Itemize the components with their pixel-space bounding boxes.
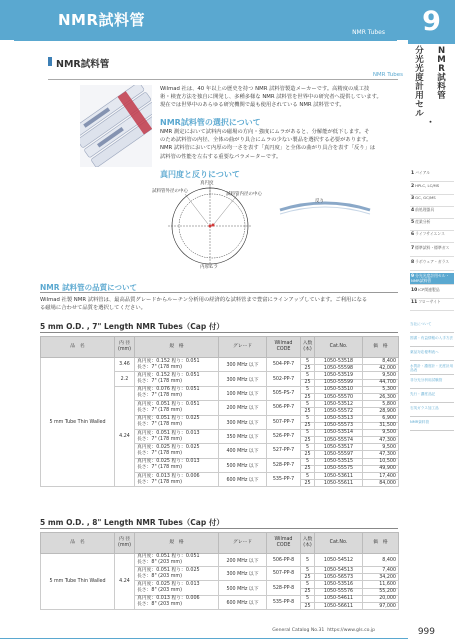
column-header: 規 格 — [135, 533, 219, 554]
nav-divider — [410, 310, 454, 311]
spec-description — [135, 386, 219, 400]
related-link[interactable]: 石英ガラス加工品 — [410, 406, 439, 410]
wilmad-code: 535-PP-7 — [267, 473, 301, 487]
label-outer-center: 試料管外径の中心 — [152, 189, 188, 194]
label-warp: 反り — [315, 199, 324, 204]
category-char: 計 — [415, 82, 424, 92]
nav-item-1[interactable] — [410, 170, 454, 177]
category-column-3 — [436, 47, 447, 101]
column-header: 価 格 — [363, 337, 399, 358]
price: 47,300 — [363, 451, 399, 458]
category-char: 管 — [437, 91, 446, 101]
nav-divider — [410, 256, 454, 257]
catalog-number: 1050-55574 — [315, 437, 363, 444]
price: 44,700 — [363, 379, 399, 386]
price: 47,300 — [363, 437, 399, 444]
spec-line: 真円度：0.025 程り：0.013 — [137, 459, 200, 465]
spec-line: 長さ：7" (178 mm) — [137, 364, 182, 370]
category-separator: ・ — [426, 118, 435, 128]
product-photo — [80, 85, 152, 167]
catalog-number: 1050-55598 — [315, 365, 363, 372]
catalog-number: 1050-53611 — [315, 473, 363, 480]
spec-description — [135, 415, 219, 429]
table-row — [41, 554, 399, 567]
spec-description — [135, 567, 219, 581]
category-char: 光 — [415, 55, 424, 65]
nav-label: 産業分析 — [415, 219, 431, 224]
nav-label: 分光光度計用セル・NMR試料管 — [411, 273, 450, 284]
quality-divider — [40, 292, 398, 293]
category-char: 料 — [437, 82, 446, 92]
spec-description — [135, 372, 219, 386]
spec-line: 真円度：0.051 程り：0.025 — [137, 567, 200, 573]
nav-item-7[interactable] — [410, 245, 454, 252]
catalog-number: 1050-55573 — [315, 422, 363, 429]
price: 97,000 — [363, 602, 399, 609]
nav-item-4[interactable] — [410, 207, 454, 214]
related-link[interactable]: NMR資料管 — [410, 420, 430, 424]
nav-label: バイアル — [415, 170, 431, 175]
grade: 300 MHz 以下 — [219, 415, 267, 429]
table1-divider — [40, 332, 398, 333]
link-divider — [410, 374, 454, 375]
spec-line: 真円度：0.152 程り：0.051 — [137, 358, 200, 364]
roundness-diagram — [130, 178, 375, 272]
paragraph-line: NMR 測定において試料内の磁場の方向・強度にムラがあると、分解能が低下します。そ — [160, 129, 370, 135]
nav-label: GC, GC/MS — [415, 195, 436, 200]
paragraph-line: のため試料管の内径、全体の曲がり具合にムラの少ない製品を選択する必要があります。 — [160, 137, 372, 144]
grade: 600 MHz 以下 — [219, 595, 267, 609]
nav-label: フローサイト — [418, 299, 441, 304]
nav-number: 10 — [411, 288, 418, 293]
nav-label: 標準試料・標準ガス — [415, 245, 450, 250]
spec-description — [135, 473, 219, 487]
nav-divider — [410, 242, 454, 243]
section-marker — [48, 57, 52, 66]
quantity: 25 — [301, 602, 315, 609]
wilmad-code: 528-PP-7 — [267, 458, 301, 472]
grade: 200 MHz 以下 — [219, 554, 267, 567]
catalog-number: 1050-56573 — [315, 574, 363, 581]
catalog-number: 1050-53515 — [315, 458, 363, 465]
spec-line: 真円度：0.051 程り：0.013 — [137, 430, 200, 436]
spec-description — [135, 554, 219, 567]
catalog-number: 1050-53510 — [315, 386, 363, 393]
table1-header — [41, 337, 399, 358]
catalog-number: 1050-53516 — [315, 581, 363, 588]
spec-line: 長さ：8" (203 mm) — [137, 602, 182, 608]
spec-description — [135, 444, 219, 458]
label-wall-thickness: 内厚ムラ — [200, 265, 218, 270]
catalog-url[interactable]: https://www.gls.co.jp — [327, 628, 375, 633]
wilmad-code: 506-PP-8 — [267, 554, 301, 567]
spec-line: 長さ：7" (178 mm) — [137, 379, 182, 385]
catalog-number: 1050-54512 — [315, 554, 363, 567]
category-column-1 — [414, 47, 425, 119]
paragraph-line: 現在では世界中のあらゆる研究機関で最も使用されている NMR 試料管です。 — [160, 102, 345, 109]
quantity: 25 — [301, 422, 315, 429]
inner-diameter: 4.24 — [115, 554, 135, 610]
catalog-number: 1050-55611 — [315, 480, 363, 487]
price: 9,500 — [363, 429, 399, 436]
price: 84,000 — [363, 480, 399, 487]
quantity: 25 — [301, 574, 315, 581]
spec-line: 長さ：7" (178 mm) — [137, 436, 182, 442]
price: 20,000 — [363, 595, 399, 602]
paragraph-line: 試料管の性能を左右する重要なパラメーターです。 — [160, 153, 282, 160]
category-column-2 — [425, 119, 436, 128]
table1 — [40, 336, 399, 487]
quantity: 5 — [301, 372, 315, 379]
nav-item-6[interactable] — [410, 231, 454, 238]
nav-number: 11 — [411, 300, 418, 305]
nav-number: 1 — [411, 171, 415, 176]
link-divider — [410, 416, 454, 417]
spec-line: 真円度：0.051 程り：0.051 — [137, 554, 200, 559]
catalog-number: 1050-56611 — [315, 602, 363, 609]
grade: 400 MHz 以下 — [219, 444, 267, 458]
nav-divider — [410, 181, 454, 182]
table-row — [41, 358, 399, 365]
price: 10,500 — [363, 458, 399, 465]
price: 5,300 — [363, 386, 399, 393]
nav-item-2[interactable] — [410, 183, 454, 190]
grade: 300 MHz 以下 — [219, 567, 267, 581]
related-link[interactable]: 薬品対応便利表へ — [410, 350, 439, 354]
catalog-name: General Catalog No.31 — [272, 628, 325, 633]
column-header: 規 格 — [135, 337, 219, 358]
grade: 300 MHz 以下 — [219, 358, 267, 372]
nav-divider — [410, 284, 454, 285]
paragraph-line: Wilmad 社製 NMR 試料管は、最高品質グレードからルーチン分析用の経済的な試料管まで豊富にラインアップしています。ご利用になる — [40, 297, 368, 303]
spec-line: 長さ：7" (178 mm) — [137, 465, 182, 471]
quality-heading: NMR 試料管の品質について — [40, 283, 137, 292]
category-char: R — [438, 64, 445, 74]
category-char: 度 — [415, 73, 424, 83]
catalog-number: 1050-55575 — [315, 465, 363, 472]
nav-number: 3 — [411, 196, 415, 201]
catalog-number: 1050-54513 — [315, 567, 363, 574]
wilmad-code: 528-PP-8 — [267, 581, 301, 595]
column-header: Cat.No. — [315, 337, 363, 358]
category-char: 試 — [437, 73, 446, 83]
label-roundness: 真円度 — [200, 181, 214, 186]
wilmad-code: 507-PP-8 — [267, 567, 301, 581]
link-divider — [410, 388, 454, 389]
paragraph-line: 術・検査方法を独自に開発し、多種多様な NMR 試料管を世界中の研究者へ提供しています。 — [160, 94, 382, 101]
wilmad-code: 506-PP-7 — [267, 401, 301, 415]
grade: 500 MHz 以下 — [219, 458, 267, 472]
inner-diameter: 4.24 — [115, 386, 135, 487]
nav-number: 7 — [411, 246, 415, 251]
quantity: 5 — [301, 581, 315, 588]
quantity: 5 — [301, 554, 315, 567]
category-char: 分 — [415, 46, 424, 56]
category-char: N — [437, 46, 446, 56]
nav-number: 5 — [411, 220, 415, 225]
link-divider — [410, 430, 454, 431]
price: 26,300 — [363, 393, 399, 400]
product-name: 5 mm Tube Thin Walled — [41, 554, 115, 610]
section-divider — [48, 79, 398, 80]
spec-line: 長さ：8" (203 mm) — [137, 560, 182, 565]
category-char: セ — [415, 100, 424, 110]
spec-line: 長さ：7" (178 mm) — [137, 450, 182, 456]
spec-line: 真円度：0.051 程り：0.051 — [137, 401, 200, 407]
spec-line: 真円度：0.025 程り：0.013 — [137, 582, 200, 588]
column-header: 品 名 — [41, 533, 115, 554]
price: 34,200 — [363, 574, 399, 581]
column-header: Wilmad CODE — [267, 533, 301, 554]
grade: 350 MHz 以下 — [219, 429, 267, 443]
catalog-number: 1050-54611 — [315, 595, 363, 602]
table2-header — [41, 533, 399, 554]
section-title: NMR試料管 — [56, 59, 110, 70]
table2-divider — [40, 528, 398, 529]
spec-line: 真円度：0.051 程り：0.025 — [137, 416, 200, 422]
column-header: Wilmad CODE — [267, 337, 301, 358]
column-header: 内 径 (mm) — [115, 337, 135, 358]
price: 42,000 — [363, 365, 399, 372]
related-link[interactable]: 先行・濃度品記 — [410, 392, 436, 396]
related-link[interactable]: 水質計・濃度計・光度計用品表 — [410, 364, 454, 372]
roundness-heading: 真円度と反りについて — [160, 170, 240, 179]
link-divider — [410, 332, 454, 333]
quantity: 5 — [301, 386, 315, 393]
catalog-number: 1050-55599 — [315, 379, 363, 386]
price: 49,900 — [363, 465, 399, 472]
paragraph-line: NMR 試料管において内厚の均一さを表す「真円度」と全体の曲がり具合を表す「反り」は — [160, 145, 376, 152]
chapter-number: 9 — [408, 0, 455, 44]
footer-catalog — [272, 628, 375, 633]
spec-line: 真円度：0.013 程り：0.006 — [137, 473, 200, 479]
quantity: 25 — [301, 437, 315, 444]
catalog-number: 1050-55572 — [315, 408, 363, 415]
related-link[interactable]: 当社について — [410, 322, 432, 326]
quantity: 25 — [301, 379, 315, 386]
spec-line: 長さ：8" (203 mm) — [137, 573, 182, 579]
catalog-number: 1050-55597 — [315, 451, 363, 458]
column-header: グレード — [219, 337, 267, 358]
quantity: 5 — [301, 429, 315, 436]
quantity: 5 — [301, 358, 315, 365]
price: 17,400 — [363, 473, 399, 480]
nav-number: 8 — [411, 260, 415, 265]
wilmad-code: 502-PP-7 — [267, 372, 301, 386]
column-header: 品 名 — [41, 337, 115, 358]
chapter-category — [414, 47, 448, 177]
nav-divider — [410, 270, 454, 271]
choose-heading: NMR試料管の選択について — [160, 118, 261, 127]
related-link[interactable]: 図書・有益情報の入手方法 — [410, 336, 454, 340]
price: 11,600 — [363, 581, 399, 588]
paragraph-line: る磁場に合わせて品質を選択してください。 — [40, 305, 146, 312]
quantity: 5 — [301, 415, 315, 422]
wilmad-code: 526-PP-7 — [267, 429, 301, 443]
catalog-number: 1050-53514 — [315, 429, 363, 436]
quantity: 25 — [301, 393, 315, 400]
spec-line: 真円度：0.013 程り：0.006 — [137, 596, 200, 602]
price: 9,500 — [363, 372, 399, 379]
price: 8,400 — [363, 554, 399, 567]
nav-item-9[interactable] — [410, 273, 454, 284]
column-header: 入数 (本) — [301, 337, 315, 358]
quantity: 5 — [301, 401, 315, 408]
quantity: 25 — [301, 480, 315, 487]
quantity: 25 — [301, 451, 315, 458]
column-header: 内 径 (mm) — [115, 533, 135, 554]
price: 55,200 — [363, 588, 399, 595]
grade: 500 MHz 以下 — [219, 581, 267, 595]
category-char: M — [437, 55, 446, 65]
table2-title: 5 mm O.D. , 8" Length NMR Tubes（Cap 付） — [40, 518, 224, 527]
category-char: 用 — [415, 91, 424, 101]
catalog-number: 1050-55570 — [315, 393, 363, 400]
column-header: グレード — [219, 533, 267, 554]
section-brand: NMR Tubes — [372, 72, 403, 78]
price: 8,400 — [363, 358, 399, 365]
spec-line: 長さ：7" (178 mm) — [137, 422, 182, 428]
spec-line: 長さ：7" (178 mm) — [137, 393, 182, 399]
column-header: 入数 (本) — [301, 533, 315, 554]
nav-number: 9 — [411, 274, 415, 279]
inner-diameter: 3.46 — [115, 358, 135, 372]
spec-line: 真円度：0.025 程り：0.025 — [137, 444, 200, 450]
grade: 300 MHz 以下 — [219, 372, 267, 386]
spec-description — [135, 581, 219, 595]
nav-number: 2 — [411, 184, 415, 189]
price: 5,800 — [363, 401, 399, 408]
quantity: 5 — [301, 444, 315, 451]
wilmad-code: 507-PP-7 — [267, 415, 301, 429]
footer-rule — [0, 638, 408, 639]
price: 31,500 — [363, 422, 399, 429]
catalog-number: 1050-53512 — [315, 401, 363, 408]
spec-line: 長さ：8" (203 mm) — [137, 588, 182, 594]
catalog-number: 1050-55576 — [315, 588, 363, 595]
quantity: 25 — [301, 588, 315, 595]
spec-line: 真円度：0.152 程り：0.051 — [137, 373, 200, 379]
nav-label: 前処理器具 — [415, 207, 435, 212]
spec-description — [135, 429, 219, 443]
category-char: 光 — [415, 64, 424, 74]
header-rule — [14, 40, 397, 41]
wilmad-code: 535-PP-8 — [267, 595, 301, 609]
table2 — [40, 532, 399, 610]
nav-label: ラボウェア・ガラス — [415, 259, 450, 264]
inner-diameter: 2.2 — [115, 372, 135, 386]
related-link[interactable]: 非分光分析用試験管 — [410, 378, 443, 382]
page-number: 999 — [417, 627, 435, 637]
wilmad-code: 504-PP-7 — [267, 358, 301, 372]
quantity: 5 — [301, 567, 315, 574]
quantity: 25 — [301, 465, 315, 472]
wilmad-code: 505-PS-7 — [267, 386, 301, 400]
price: 6,900 — [363, 415, 399, 422]
nav-item-3[interactable] — [410, 195, 454, 202]
nav-label: HPLC, LC/MS — [415, 183, 440, 188]
spec-line: 真円度：0.076 程り：0.051 — [137, 387, 200, 393]
nav-number: 6 — [411, 232, 415, 237]
grade: 100 MHz 以下 — [219, 386, 267, 400]
page-subtitle: NMR Tubes — [352, 29, 385, 36]
nav-item-11[interactable] — [410, 299, 454, 306]
table1-title: 5 mm O.D. , 7" Length NMR Tubes（Cap 付） — [40, 322, 224, 331]
paragraph-line: Wilmad 社は、40 年以上の歴史を持つ NMR 試料管製造メーカーです。高精度の成工技 — [160, 86, 370, 92]
catalog-number: 1050-53517 — [315, 444, 363, 451]
nav-label: ライフサイエンス — [415, 231, 445, 236]
column-header: Cat.No. — [315, 533, 363, 554]
grade: 200 MHz 以下 — [219, 401, 267, 415]
link-divider — [410, 346, 454, 347]
label-inner-center: 試料管内径の中心 — [226, 192, 262, 197]
spec-description — [135, 458, 219, 472]
quantity: 25 — [301, 408, 315, 415]
price: 9,500 — [363, 444, 399, 451]
price: 28,900 — [363, 408, 399, 415]
column-header: 価 格 — [363, 533, 399, 554]
nav-item-8[interactable] — [410, 259, 454, 266]
quantity: 5 — [301, 595, 315, 602]
catalog-number: 1050-53519 — [315, 372, 363, 379]
product-name: 5 mm Tube Thin Walled — [41, 358, 115, 487]
catalog-number: 1050-53518 — [315, 358, 363, 365]
quantity: 5 — [301, 458, 315, 465]
nav-number: 4 — [411, 208, 415, 213]
spec-description — [135, 358, 219, 372]
grade: 600 MHz 以下 — [219, 473, 267, 487]
spec-line: 長さ：7" (178 mm) — [137, 407, 182, 413]
spec-description — [135, 595, 219, 609]
page-title: NMR試料管 — [58, 11, 146, 29]
link-divider — [410, 402, 454, 403]
nav-label: ICP関連製品 — [418, 287, 440, 292]
price: 7,400 — [363, 567, 399, 574]
link-divider — [410, 360, 454, 361]
wilmad-code: 527-PP-7 — [267, 444, 301, 458]
spec-line: 長さ：7" (178 mm) — [137, 479, 182, 485]
spec-description — [135, 401, 219, 415]
nav-item-10[interactable] — [410, 287, 454, 294]
catalog-number: 1050-53513 — [315, 415, 363, 422]
quantity: 5 — [301, 473, 315, 480]
quantity: 25 — [301, 365, 315, 372]
category-char: ル — [415, 109, 424, 119]
nav-item-5[interactable] — [410, 219, 454, 226]
